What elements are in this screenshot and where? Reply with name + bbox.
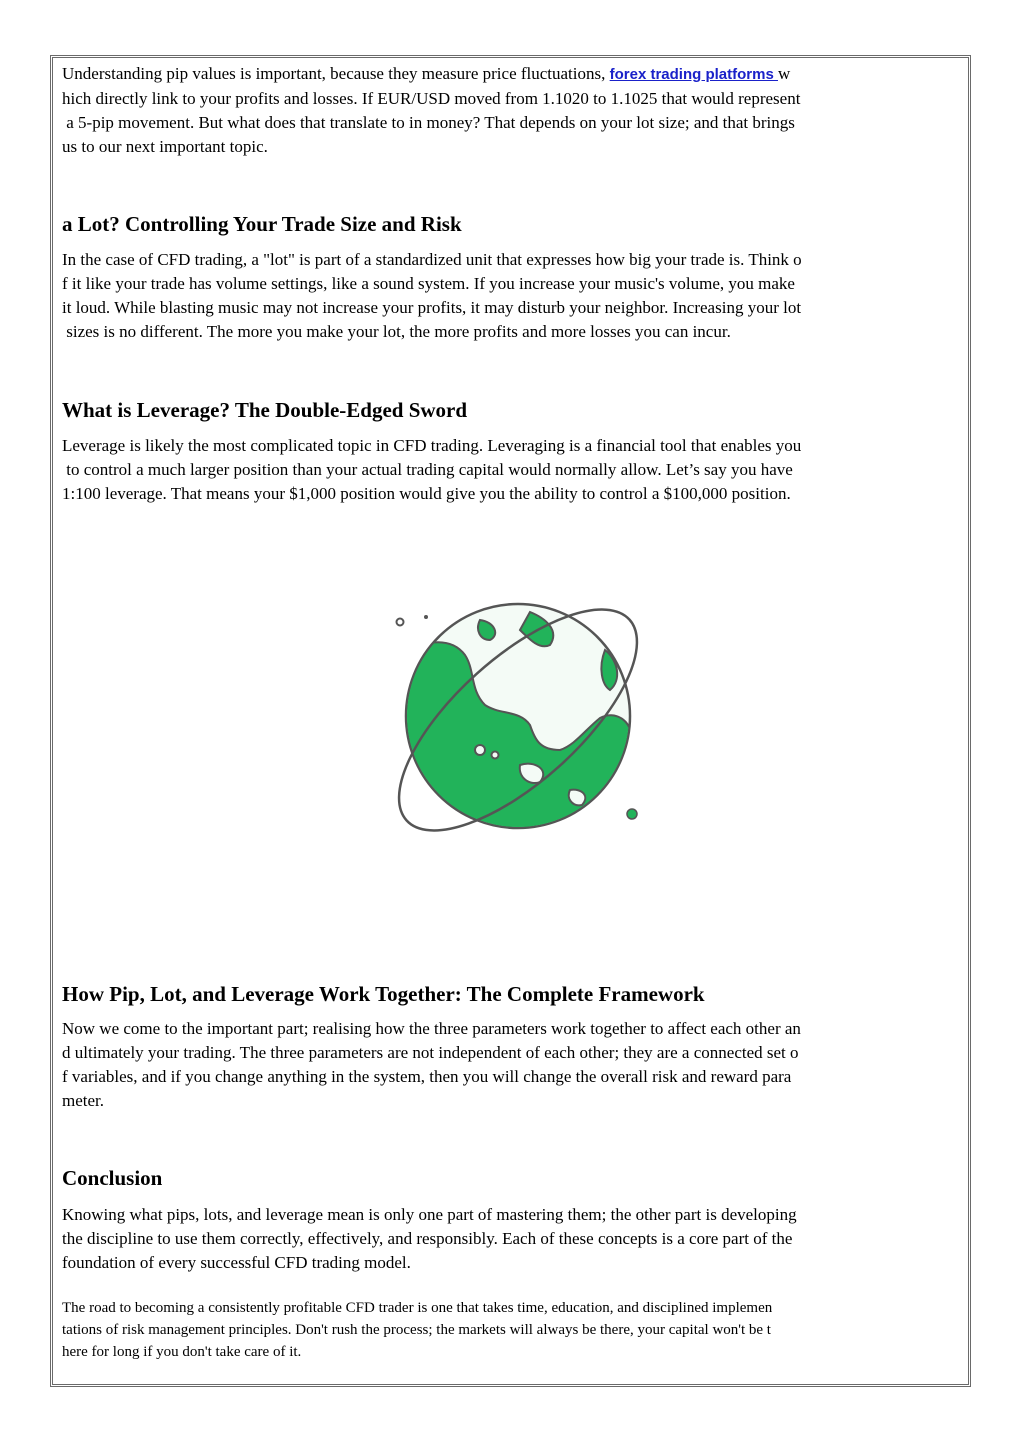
lot-heading: a Lot? Controlling Your Trade Size and Risk [62, 212, 462, 236]
paragraph-line: 1:100 leverage. That means your $1,000 position would give you the ability to control a $100,000 position. [62, 484, 791, 503]
paragraph-line: to control a much larger position than your actual trading capital would normally allow. Let’s say you have [62, 460, 793, 479]
intro-line: hich directly link to your profits and losses. If EUR/USD moved from 1.1020 to 1.1025 that would represent [62, 89, 801, 108]
leverage-heading: What is Leverage? The Double-Edged Sword [62, 398, 468, 422]
paragraph-line: foundation of every successful CFD trading model. [62, 1253, 411, 1272]
framework-paragraph [62, 1017, 801, 1113]
conclusion-heading: Conclusion [62, 1166, 163, 1190]
paragraph-line: d ultimately your trading. The three parameters are not independent of each other; they are a connected set o [62, 1043, 799, 1062]
intro-text-tail: w [777, 64, 791, 83]
paragraph-line: the discipline to use them correctly, effectively, and responsibly. Each of these concepts is a core part of the [62, 1229, 793, 1248]
lot-paragraph [62, 248, 802, 344]
conclusion-paragraph [62, 1203, 797, 1275]
paragraph-line: Knowing what pips, lots, and leverage mean is only one part of mastering them; the other part is developing [62, 1205, 797, 1224]
intro-line: a 5-pip movement. But what does that translate to in money? That depends on your lot size; and that brings [62, 113, 795, 132]
closing-paragraph [62, 1297, 772, 1363]
paragraph-line: In the case of CFD trading, a "lot" is part of a standardized unit that expresses how big your trade is. Think o [62, 250, 802, 269]
paragraph-line: Leverage is likely the most complicated topic in CFD trading. Leveraging is a financial tool that enables you [62, 436, 802, 455]
paragraph-line: meter. [62, 1091, 105, 1110]
paragraph-line: here for long if you don't take care of it. [62, 1344, 302, 1360]
leverage-paragraph [62, 434, 801, 506]
paragraph-line: tations of risk management principles. Don't rush the process; the markets will always be there, your capital won't be t [62, 1322, 771, 1338]
globe-illustration [370, 600, 660, 840]
intro-line: us to our next important topic. [62, 137, 268, 156]
forex-trading-platforms-link[interactable]: forex trading platforms [609, 66, 778, 83]
intro-text: Understanding pip values is important, because they measure price fluctuations, [62, 64, 610, 83]
intro-paragraph [62, 62, 800, 159]
paragraph-line: it loud. While blasting music may not increase your profits, it may disturb your neighbor. Increasing your lot [62, 298, 802, 317]
framework-heading: How Pip, Lot, and Leverage Work Together: The Complete Framework [62, 982, 705, 1006]
globe-icon [370, 600, 660, 840]
paragraph-line: f it like your trade has volume settings, like a sound system. If you increase your music's volume, you make [62, 274, 795, 293]
paragraph-line: f variables, and if you change anything in the system, then you will change the overall risk and reward para [62, 1067, 792, 1086]
paragraph-line: The road to becoming a consistently profitable CFD trader is one that takes time, education, and disciplined implemen [62, 1300, 773, 1316]
paragraph-line: Now we come to the important part; realising how the three parameters work together to affect each other an [62, 1019, 801, 1038]
paragraph-line: sizes is no different. The more you make your lot, the more profits and more losses you can incur. [62, 322, 731, 341]
